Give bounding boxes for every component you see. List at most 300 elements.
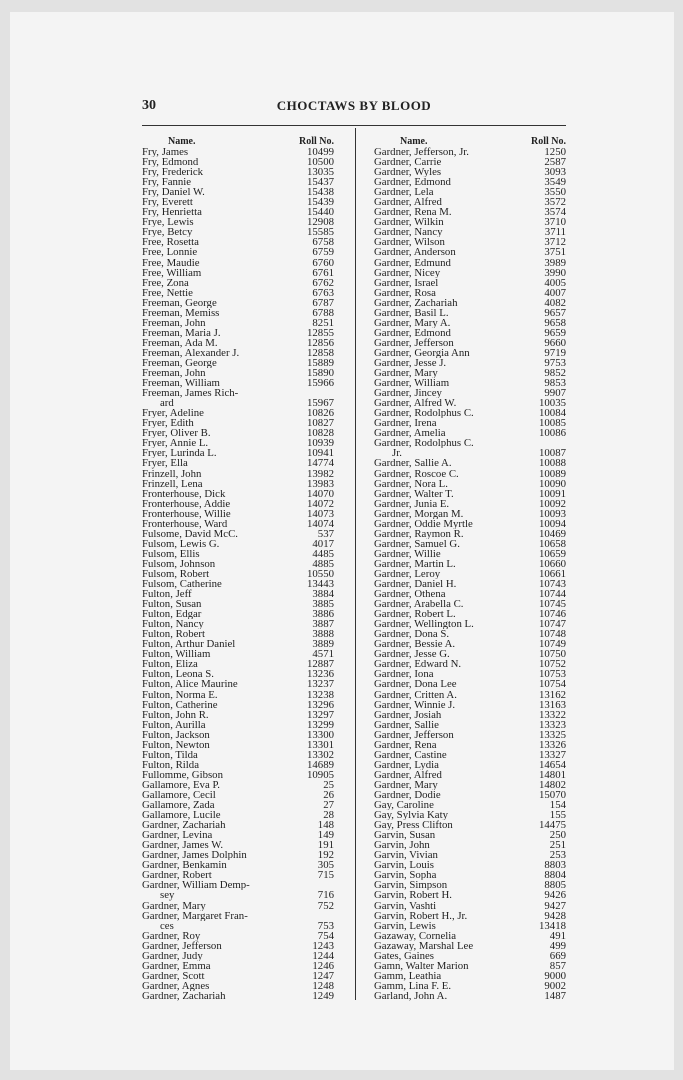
roll-number: 14074 — [307, 517, 334, 530]
roll-number: 6763 — [312, 286, 334, 299]
page-number: 30 — [142, 98, 156, 113]
right-column — [374, 136, 566, 1001]
list-item — [142, 157, 334, 167]
roll-number: 716 — [317, 889, 334, 902]
enrollee-name: Fryer, Oliver B. — [142, 428, 211, 439]
enrollee-name: Gardner, Nicey — [374, 267, 441, 278]
enrollee-name: Fulton, Leona S. — [142, 669, 214, 680]
list-item — [374, 438, 566, 448]
roll-number: 10746 — [539, 608, 566, 621]
roll-number: 15967 — [307, 397, 334, 410]
left-column — [142, 136, 334, 1001]
enrollee-name: Gardner, Irena — [374, 418, 437, 429]
roll-number: 9753 — [544, 356, 566, 369]
list-item — [142, 348, 334, 358]
enrollee-name: Gardner, Castine — [374, 749, 447, 760]
list-item — [142, 971, 334, 981]
roll-number: 4885 — [312, 557, 334, 570]
list-item — [142, 931, 334, 941]
enrollee-name: Gallamore, Cecil — [142, 790, 216, 801]
roll-number: 13983 — [307, 477, 334, 490]
list-item — [142, 840, 334, 850]
roll-number: 6759 — [312, 246, 334, 259]
list-item — [142, 278, 334, 288]
list-item — [374, 649, 566, 659]
roll-number: 8251 — [312, 316, 334, 329]
enrollee-name: Gardner, Lela — [374, 187, 434, 198]
enrollee-name: Free, Lonnie — [142, 247, 198, 258]
roll-number: 15438 — [307, 186, 334, 199]
roll-number: 2587 — [544, 156, 566, 169]
list-item — [374, 700, 566, 710]
enrollee-name: Fulton, Rilda — [142, 759, 199, 770]
name-header: Name. — [168, 136, 196, 147]
list-item — [142, 489, 334, 499]
enrollee-name: Fulsom, Catherine — [142, 579, 222, 590]
roll-number: 3710 — [544, 216, 566, 229]
roll-number: 28 — [323, 809, 334, 822]
list-item — [374, 730, 566, 740]
roll-number: 13237 — [307, 678, 334, 691]
roll-number: 3093 — [544, 166, 566, 179]
list-item — [142, 418, 334, 428]
enrollee-name: Frinzell, John — [142, 468, 202, 479]
list-item — [142, 951, 334, 961]
list-item — [142, 921, 334, 931]
enrollee-name: Gardner, Critten A. — [374, 689, 457, 700]
enrollee-name: Gardner, Martin L. — [374, 558, 456, 569]
enrollee-name: Gardner, Mary — [374, 368, 438, 379]
roll-number: 1243 — [312, 939, 334, 952]
list-item — [142, 318, 334, 328]
roll-number: 13327 — [539, 748, 566, 761]
enrollee-name: Gardner, Othena — [374, 589, 446, 600]
list-item — [142, 469, 334, 479]
list-item — [374, 509, 566, 519]
list-item — [374, 177, 566, 187]
list-item — [142, 227, 334, 237]
enrollee-name: Gardner, Jefferson — [142, 940, 222, 951]
list-item — [374, 659, 566, 669]
enrollee-name: Gardner, Nancy — [374, 227, 443, 238]
enrollee-name: ces — [160, 920, 174, 931]
roll-number: 14475 — [539, 819, 566, 832]
roll-number: 13326 — [539, 738, 566, 751]
list-item — [142, 780, 334, 790]
list-item — [374, 217, 566, 227]
enrollee-name: Gardner, Zachariah — [374, 297, 458, 308]
enrollee-name: Gallamore, Zada — [142, 800, 215, 811]
list-item — [374, 931, 566, 941]
column-header — [142, 136, 334, 147]
enrollee-name: Garvin, Lewis — [374, 920, 436, 931]
enrollee-name: Frye, Lewis — [142, 217, 194, 228]
roll-number: 10550 — [307, 567, 334, 580]
list-item — [374, 549, 566, 559]
roll-number: 857 — [549, 959, 566, 972]
list-item — [374, 800, 566, 810]
roll-no-header: Roll No. — [299, 136, 334, 147]
enrollee-name: Gardner, Leroy — [374, 568, 441, 580]
enrollee-name: Gardner, Margaret Fran- — [142, 910, 248, 921]
enrollee-name: Fulton, Susan — [142, 599, 202, 610]
list-item — [142, 268, 334, 278]
roll-number: 4017 — [312, 537, 334, 550]
enrollee-name: Gardner, Junia E. — [374, 498, 450, 509]
enrollee-name: Garvin, Louis — [374, 860, 434, 871]
list-item — [142, 328, 334, 338]
roll-number: 15440 — [307, 206, 334, 219]
list-item — [374, 609, 566, 619]
enrollee-name: Freeman, George — [142, 357, 217, 369]
list-item — [142, 368, 334, 378]
page-title: CHOCTAWS BY BLOOD — [276, 98, 432, 113]
enrollee-name: Freeman, Memiss — [142, 307, 220, 318]
roll-number: 4485 — [312, 547, 334, 560]
enrollee-name: Fronterhouse, Ward — [142, 518, 228, 529]
list-item — [142, 880, 334, 890]
roll-number: 15966 — [307, 377, 334, 390]
roll-number: 9426 — [544, 889, 566, 902]
list-item — [374, 368, 566, 378]
enrollee-name: Fry, Frederick — [142, 167, 204, 178]
roll-number: 491 — [549, 929, 566, 942]
enrollee-name: Gardner, Nora L. — [374, 478, 448, 489]
roll-number: 1249 — [312, 989, 334, 1002]
enrollee-name: Gardner, Wilkin — [374, 217, 444, 228]
enrollee-name: Gardner, Israel — [374, 277, 439, 288]
roll-number: 13296 — [307, 698, 334, 711]
roll-number: 9658 — [544, 316, 566, 329]
enrollee-name: Fronterhouse, Dick — [142, 488, 226, 499]
enrollee-name: Fulton, John R. — [142, 709, 209, 720]
roll-number: 253 — [549, 849, 566, 862]
roll-number: 10752 — [539, 658, 566, 671]
list-item — [142, 690, 334, 700]
enrollee-name: Garvin, Sopha — [374, 870, 437, 881]
roll-number: 12887 — [307, 658, 334, 671]
enrollee-name: Freeman, John — [142, 317, 206, 328]
roll-number: 10091 — [539, 487, 566, 500]
list-item — [374, 840, 566, 850]
roll-number: 12908 — [307, 216, 334, 229]
roll-number: 10090 — [539, 477, 566, 490]
enrollee-name: Fulsom, Lewis G. — [142, 538, 220, 549]
enrollee-name: Gazaway, Cornelia — [374, 930, 457, 941]
enrollee-name: Gardner, Alfred — [374, 197, 442, 208]
roll-number: 10088 — [539, 457, 566, 470]
roll-number: 10941 — [307, 447, 334, 460]
enrollee-name: Gardner, Jefferson, Jr. — [374, 147, 470, 158]
enrollee-name: Fulsom, Ellis — [142, 548, 200, 559]
roll-number: 251 — [549, 839, 566, 852]
list-item — [142, 679, 334, 689]
list-item — [374, 418, 566, 428]
name-header: Name. — [400, 136, 428, 147]
list-item — [142, 740, 334, 750]
list-item — [374, 720, 566, 730]
list-item — [374, 750, 566, 760]
roll-number: 13443 — [307, 578, 334, 591]
roll-number: 9657 — [544, 306, 566, 319]
roll-number: 4571 — [312, 648, 334, 661]
list-item — [374, 690, 566, 700]
list-item — [142, 770, 334, 780]
enrollee-name: Fulton, Newton — [142, 739, 210, 750]
list-item — [374, 298, 566, 308]
roll-number: 3886 — [312, 608, 334, 621]
enrollee-name: Gardner, James Dolphin — [142, 850, 247, 861]
list-item — [374, 569, 566, 579]
roll-number: 8804 — [544, 869, 566, 882]
list-item — [374, 780, 566, 790]
enrollee-name: Gardner, Edmond — [374, 177, 451, 188]
list-item — [374, 669, 566, 679]
list-item — [142, 629, 334, 639]
list-item — [142, 247, 334, 257]
list-item — [142, 539, 334, 549]
roll-number: 10500 — [307, 156, 334, 169]
list-item — [142, 669, 334, 679]
enrollee-name: Gardner, Judy — [142, 950, 203, 961]
enrollee-name: Gardner, Daniel H. — [374, 579, 457, 590]
roll-number: 10086 — [539, 427, 566, 440]
list-item — [142, 529, 334, 539]
list-item — [142, 207, 334, 217]
roll-number: 1247 — [312, 969, 334, 982]
list-item — [142, 961, 334, 971]
roll-number: 26 — [323, 789, 334, 801]
list-item — [374, 870, 566, 880]
roll-number: 13238 — [307, 688, 334, 701]
enrollee-name: Jr. — [392, 448, 402, 459]
enrollee-name: Fulton, Aurilla — [142, 719, 206, 730]
enrollee-name: Fronterhouse, Addie — [142, 498, 231, 509]
roll-number: 6788 — [312, 306, 334, 319]
enrollee-name: Gardner, Edmond — [374, 327, 451, 338]
enrollee-name: Fulton, Robert — [142, 629, 205, 640]
header-rule — [142, 125, 566, 126]
roll-number: 3889 — [312, 638, 334, 651]
enrollee-name: Gardner, Wellington L. — [374, 619, 474, 630]
roll-number: 10939 — [307, 437, 334, 450]
roll-number: 14774 — [307, 457, 334, 470]
list-item — [374, 951, 566, 961]
enrollee-name: Freeman, George — [142, 297, 217, 308]
roll-number: 15890 — [307, 367, 334, 380]
enrollee-name: Fulton, Tilda — [142, 749, 198, 760]
enrollee-name: Gardner, Jesse G. — [374, 649, 450, 660]
enrollee-name: Fryer, Ella — [142, 458, 188, 469]
roll-number: 13236 — [307, 668, 334, 681]
roll-number: 10661 — [539, 567, 566, 580]
list-item — [374, 710, 566, 720]
list-item — [142, 167, 334, 177]
enrollee-name: Fulsome, David McC. — [142, 528, 238, 539]
enrollee-name: Gardner, Jefferson — [374, 337, 454, 348]
roll-number: 10659 — [539, 547, 566, 560]
enrollee-name: Gardner, Mary A. — [374, 317, 451, 328]
list-item — [374, 318, 566, 328]
enrollee-name: Fulton, Arthur Daniel — [142, 639, 236, 650]
enrollee-name: Fullomme, Gibson — [142, 769, 223, 780]
list-item — [142, 730, 334, 740]
roll-number: 10747 — [539, 618, 566, 631]
roll-number: 10827 — [307, 417, 334, 430]
list-item — [374, 941, 566, 951]
list-item — [142, 147, 334, 157]
enrollee-name: Frinzell, Lena — [142, 478, 203, 489]
roll-number: 1250 — [544, 146, 566, 158]
enrollee-name: Gardner, Arabella C. — [374, 599, 464, 610]
enrollee-name: Gardner, Dona Lee — [374, 679, 457, 690]
list-item — [142, 308, 334, 318]
roll-number: 8805 — [544, 879, 566, 892]
roll-number: 9000 — [544, 969, 566, 982]
enrollee-name: Gardner, Dona S. — [374, 629, 450, 640]
roll-number: 3887 — [312, 618, 334, 631]
roll-number: 14072 — [307, 497, 334, 510]
roll-number: 3574 — [544, 206, 566, 219]
enrollee-name: Gardner, Edmund — [374, 257, 451, 268]
list-item — [374, 991, 566, 1001]
list-item — [142, 237, 334, 247]
enrollee-name: Gardner, Roscoe C. — [374, 468, 459, 479]
enrollee-name: Gardner, Winnie J. — [374, 699, 456, 710]
roll-number: 6760 — [312, 256, 334, 269]
roll-number: 10743 — [539, 578, 566, 591]
enrollee-name: Gardner, Walter T. — [374, 488, 454, 499]
enrollee-name: Fulsom, Robert — [142, 568, 210, 580]
enrollee-name: Free, Zona — [142, 277, 189, 288]
enrollee-name: Gardner, Jesse J. — [374, 357, 447, 369]
list-item — [142, 659, 334, 669]
list-item — [142, 911, 334, 921]
list-item — [374, 830, 566, 840]
roll-number: 9719 — [544, 346, 566, 359]
roll-number: 15437 — [307, 176, 334, 189]
list-item — [374, 589, 566, 599]
list-item — [142, 288, 334, 298]
list-item — [142, 860, 334, 870]
roll-number: 14802 — [539, 778, 566, 791]
list-item — [142, 800, 334, 810]
list-item — [142, 599, 334, 609]
roll-number: 10753 — [539, 668, 566, 681]
list-item — [142, 981, 334, 991]
roll-number: 15889 — [307, 356, 334, 369]
roll-number: 1248 — [312, 979, 334, 992]
roll-number: 13323 — [539, 718, 566, 731]
roll-number: 3989 — [544, 256, 566, 269]
enrollee-name: Fulton, Jackson — [142, 729, 210, 740]
list-item — [374, 820, 566, 830]
enrollee-name: Gardner, Rodolphus C. — [374, 438, 474, 449]
enrollee-name: Gamm, Leathia — [374, 970, 442, 981]
enrollee-name: Gardner, Iona — [374, 669, 434, 680]
list-item — [374, 639, 566, 649]
enrollee-name: Fulton, Edgar — [142, 609, 202, 620]
enrollee-name: Gardner, Oddie Myrtle — [374, 518, 473, 529]
roll-number: 27 — [323, 799, 334, 812]
roll-number: 14654 — [539, 758, 566, 771]
list-item — [374, 207, 566, 217]
list-item — [142, 358, 334, 368]
enrollee-name: Gardner, Rena — [374, 739, 437, 750]
roll-number: 6762 — [312, 276, 334, 289]
enrollee-name: Gardner, Wilson — [374, 237, 445, 248]
list-item — [374, 810, 566, 820]
list-item — [374, 428, 566, 438]
roll-number: 4082 — [544, 296, 566, 309]
list-item — [142, 830, 334, 840]
list-item — [374, 308, 566, 318]
enrollee-name: Gamn, Walter Marion — [374, 960, 469, 971]
list-item — [142, 509, 334, 519]
list-item — [142, 338, 334, 348]
list-item — [374, 479, 566, 489]
enrollee-name: Garland, John A. — [374, 990, 448, 1001]
enrollee-name: Gardner, Rodolphus C. — [374, 408, 474, 419]
list-item — [142, 217, 334, 227]
enrollee-name: Gardner, Robert — [142, 870, 212, 881]
roll-number: 250 — [549, 829, 566, 842]
page-header — [142, 98, 566, 114]
list-item — [142, 760, 334, 770]
enrollee-name: Fulton, Catherine — [142, 699, 218, 710]
roll-number: 148 — [317, 819, 334, 832]
roll-list — [142, 147, 334, 1001]
enrollee-name: ard — [160, 398, 174, 409]
roll-number: 25 — [323, 778, 334, 791]
list-item — [374, 901, 566, 911]
roll-number: 12856 — [307, 336, 334, 349]
roll-number: 9427 — [544, 899, 566, 912]
roll-number: 10084 — [539, 407, 566, 420]
list-item — [374, 579, 566, 589]
roll-number: 752 — [317, 899, 334, 912]
roll-number: 13300 — [307, 728, 334, 741]
list-item — [374, 408, 566, 418]
roll-number: 10469 — [539, 527, 566, 540]
enrollee-name: Free, Nettie — [142, 287, 193, 298]
enrollee-name: Gardner, Sallie A. — [374, 458, 452, 469]
roll-number: 3550 — [544, 186, 566, 199]
list-item — [142, 479, 334, 489]
enrollee-name: Free, William — [142, 267, 202, 278]
enrollee-name: Garvin, Simpson — [374, 880, 448, 891]
enrollee-name: Free, Rosetta — [142, 237, 199, 248]
enrollee-name: Gardner, Rena M. — [374, 207, 452, 218]
list-item — [142, 579, 334, 589]
enrollee-name: Freeman, James Rich- — [142, 388, 239, 399]
enrollee-name: Fronterhouse, Willie — [142, 508, 231, 519]
list-item — [142, 187, 334, 197]
list-item — [374, 237, 566, 247]
enrollee-name: Garvin, Robert H., Jr. — [374, 910, 468, 921]
list-item — [142, 448, 334, 458]
enrollee-name: Gardner, Dodie — [374, 790, 441, 801]
roll-number: 15439 — [307, 196, 334, 209]
roll-number: 13325 — [539, 728, 566, 741]
list-item — [374, 157, 566, 167]
roll-number: 15070 — [539, 789, 566, 801]
roll-number: 191 — [317, 839, 334, 852]
list-item — [142, 820, 334, 830]
list-item — [374, 790, 566, 800]
document-page — [10, 12, 674, 1070]
list-item — [142, 589, 334, 599]
